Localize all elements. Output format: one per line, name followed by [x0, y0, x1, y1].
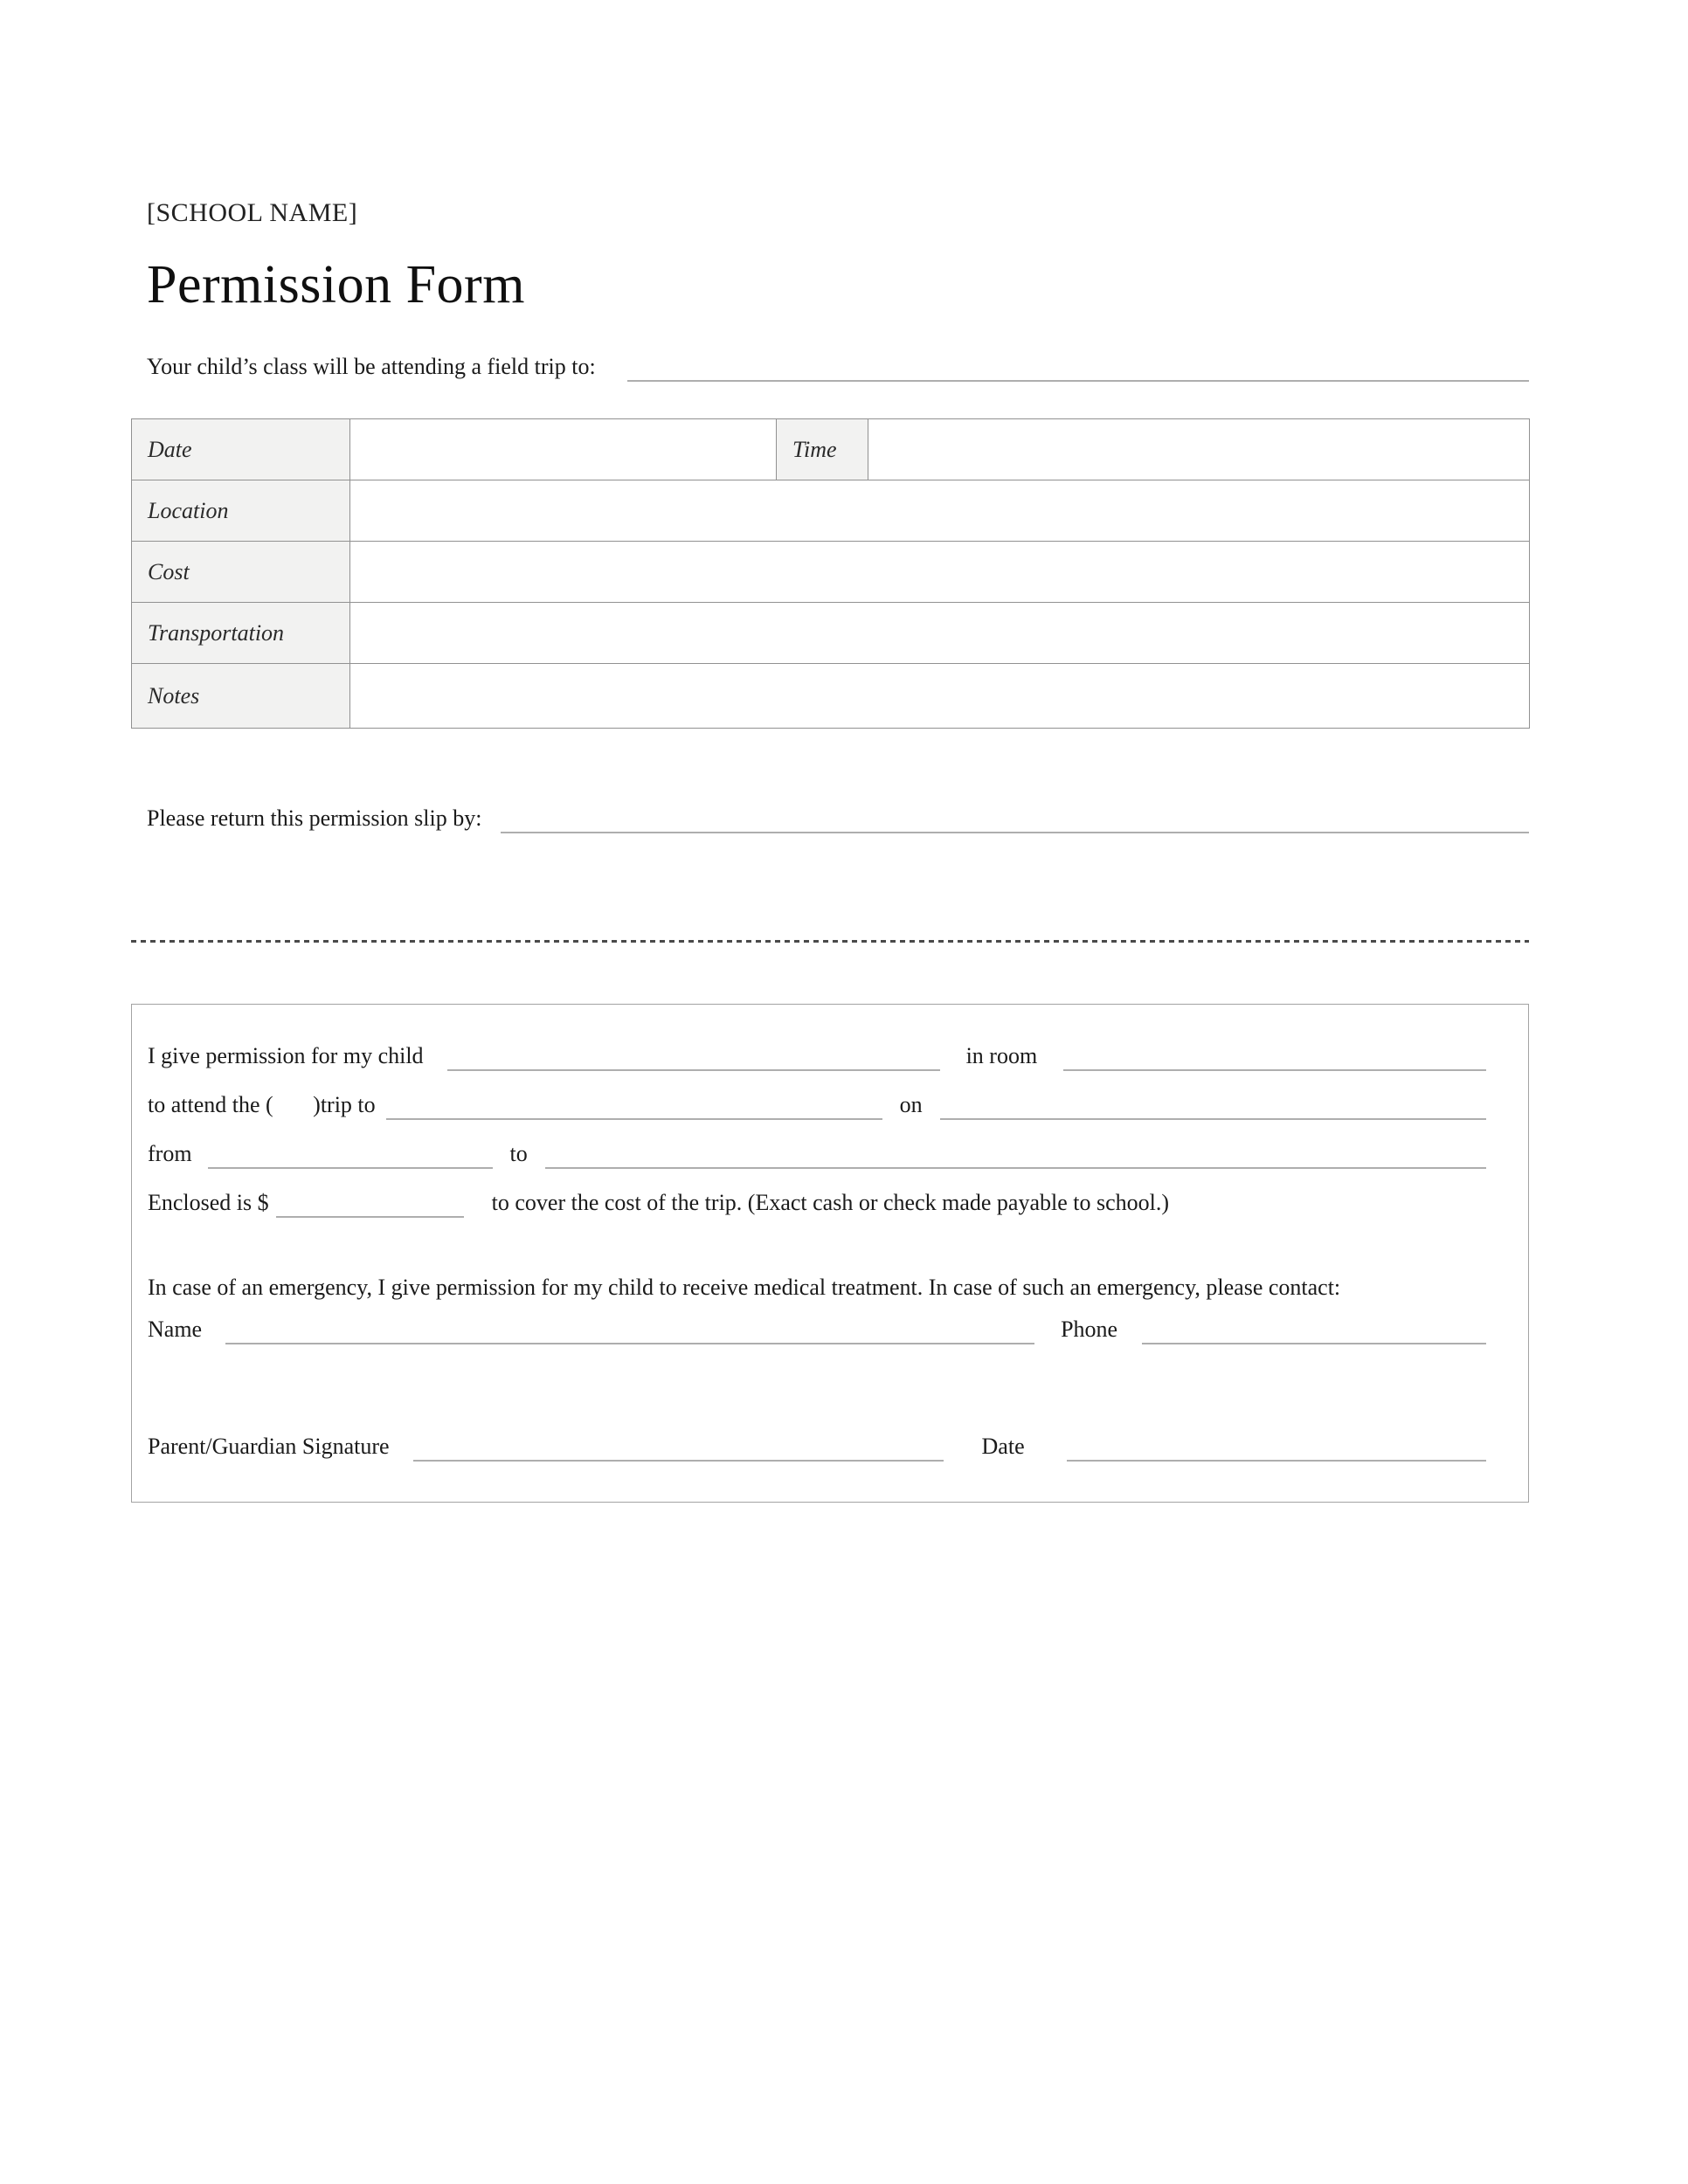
- table-row-transportation: [132, 603, 1530, 664]
- permission-slip-section: [131, 1004, 1529, 1503]
- time-label-cell: Time: [777, 419, 868, 480]
- date-label-cell: Date: [132, 419, 350, 480]
- cover-cost-label: to cover the cost of the trip. (Exact cash or check made payable to school.): [491, 1190, 1170, 1215]
- dashed-cut-line: [131, 940, 1529, 943]
- page-title: Permission Form: [147, 255, 525, 314]
- slip-row-signature-date: [148, 1432, 1486, 1462]
- contact-name-line[interactable]: [225, 1315, 1034, 1344]
- contact-phone-line[interactable]: [1142, 1315, 1486, 1344]
- return-by-line[interactable]: [501, 804, 1529, 833]
- table-row-location: [132, 480, 1530, 542]
- from-label: from: [148, 1141, 192, 1166]
- signature-line[interactable]: [413, 1432, 944, 1462]
- trip-details-table: [131, 418, 1530, 729]
- table-row-date-time: [132, 419, 1530, 480]
- signature-date-label: Date: [981, 1434, 1025, 1459]
- date-value-cell[interactable]: [350, 419, 777, 480]
- field-trip-intro-label: Your child’s class will be attending a field trip to:: [147, 354, 596, 379]
- slip-row-child-room: [148, 1041, 1486, 1071]
- location-value-cell[interactable]: [350, 480, 1530, 542]
- enclosed-is-label: Enclosed is $: [148, 1190, 269, 1215]
- signature-label: Parent/Guardian Signature: [148, 1434, 390, 1459]
- in-room-label: in room: [965, 1043, 1038, 1068]
- child-name-line[interactable]: [447, 1041, 940, 1071]
- field-trip-intro-row: [147, 352, 1529, 382]
- on-label: on: [899, 1092, 923, 1117]
- slip-row-name-phone: [148, 1315, 1486, 1344]
- amount-line[interactable]: [276, 1188, 464, 1218]
- return-by-row: [147, 804, 1529, 833]
- contact-phone-label: Phone: [1061, 1317, 1118, 1342]
- slip-row-enclosed: [148, 1188, 1486, 1218]
- attend-trip-label: to attend the ( )trip to: [148, 1092, 376, 1117]
- location-label-cell: Location: [132, 480, 350, 542]
- slip-row-trip-on: [148, 1090, 1486, 1120]
- cost-value-cell[interactable]: [350, 542, 1530, 603]
- table-row-notes: [132, 664, 1530, 729]
- notes-label-cell: Notes: [132, 664, 350, 729]
- trip-destination-line[interactable]: [386, 1090, 882, 1120]
- transportation-label-cell: Transportation: [132, 603, 350, 664]
- time-to-line[interactable]: [545, 1139, 1486, 1169]
- signature-date-line[interactable]: [1067, 1432, 1486, 1462]
- notes-value-cell[interactable]: [350, 664, 1530, 729]
- table-row-cost: [132, 542, 1530, 603]
- give-permission-label: I give permission for my child: [148, 1043, 424, 1068]
- transportation-value-cell[interactable]: [350, 603, 1530, 664]
- cost-label-cell: Cost: [132, 542, 350, 603]
- slip-row-from-to: [148, 1139, 1486, 1169]
- contact-name-label: Name: [148, 1317, 203, 1342]
- school-name: [SCHOOL NAME]: [147, 198, 358, 227]
- trip-date-line[interactable]: [940, 1090, 1486, 1120]
- time-from-line[interactable]: [208, 1139, 493, 1169]
- to-label: to: [509, 1141, 528, 1166]
- return-by-label: Please return this permission slip by:: [147, 805, 482, 831]
- time-value-cell[interactable]: [868, 419, 1530, 480]
- room-number-line[interactable]: [1063, 1041, 1486, 1071]
- field-trip-destination-line[interactable]: [627, 352, 1529, 382]
- emergency-statement: In case of an emergency, I give permission for my child to receive medical treatment. In case of such an emergency, please contact:: [148, 1275, 1341, 1300]
